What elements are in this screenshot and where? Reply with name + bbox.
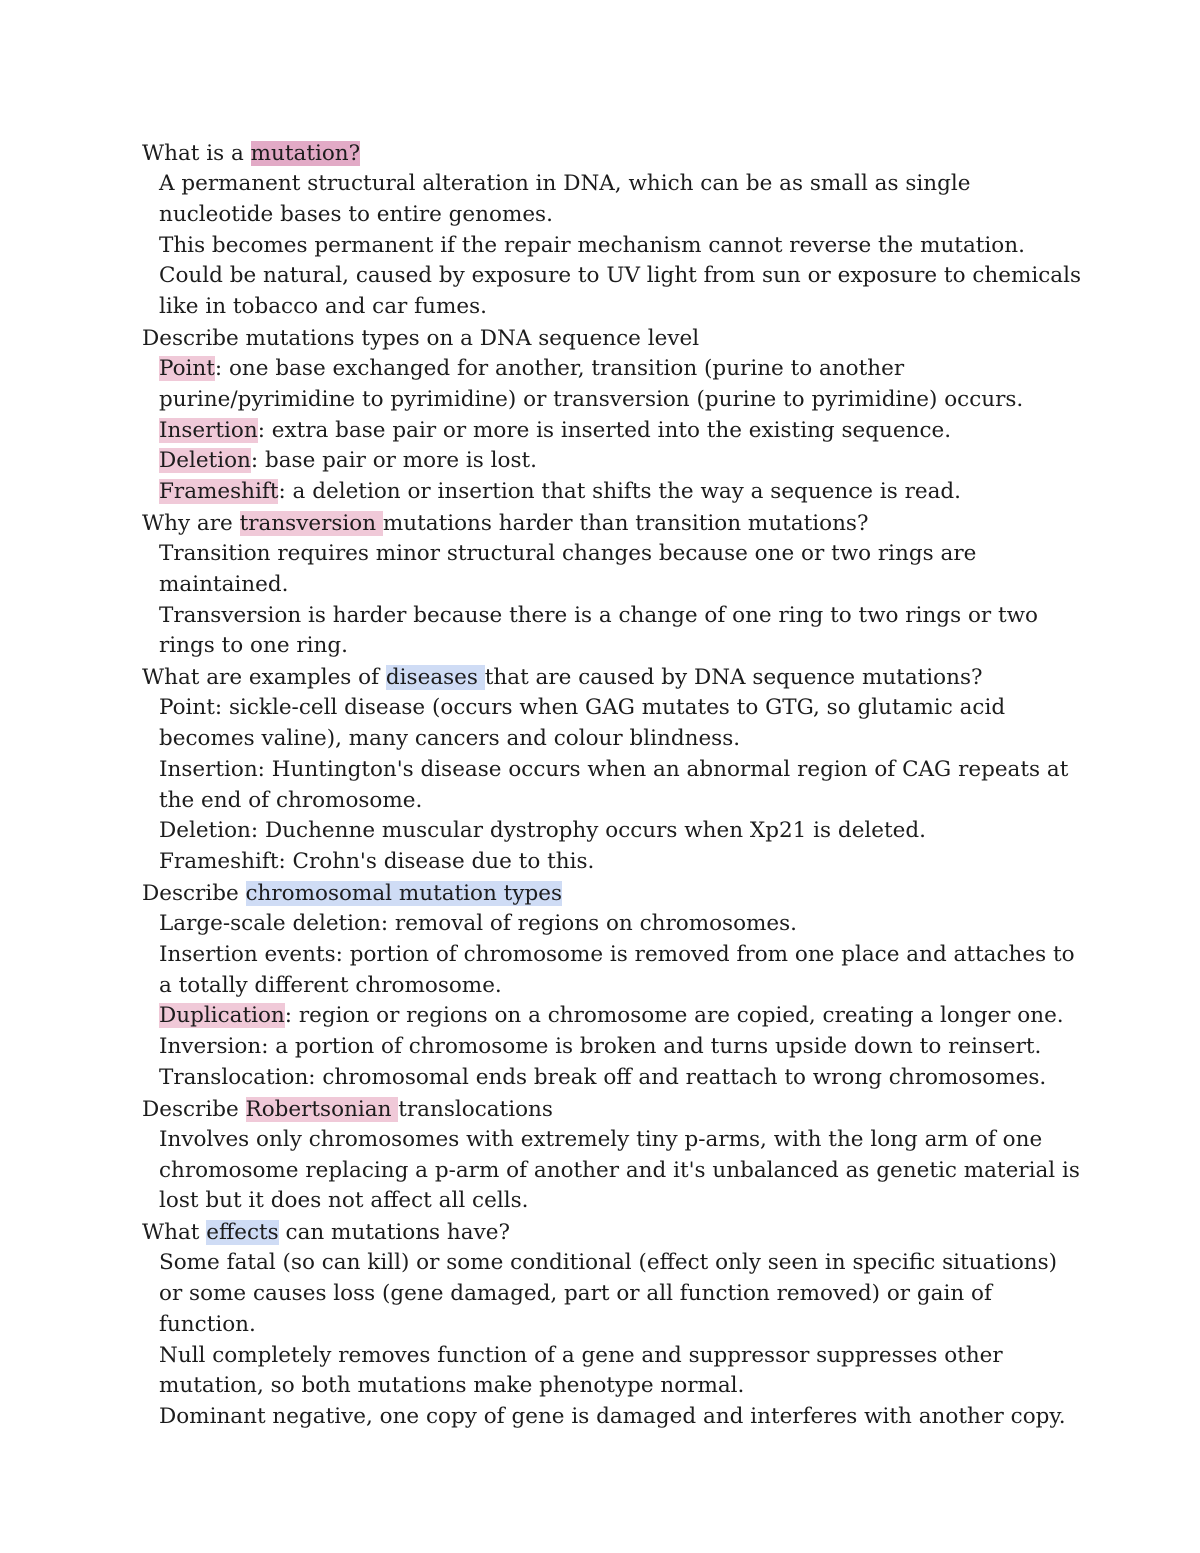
question-mutation	[142, 138, 1082, 169]
question-dna-mutation-types: Describe mutations types on a DNA sequence level	[142, 325, 700, 351]
answer-text: : a deletion or insertion that shifts the way a sequence is read.	[278, 479, 961, 505]
answer-line: Involves only chromosomes with extremely tiny p-arms, with the long arm of one chromosome replacing a p-arm of another and it's unbalanced as genetic material is lost but it does not affect all cells.	[159, 1126, 1080, 1214]
question-text: Why are	[142, 510, 240, 536]
question-text: Describe	[142, 880, 246, 906]
answer-line: Transversion is harder because there is a change of one ring to two rings or two rings to one ring.	[159, 602, 1038, 659]
notes-document	[142, 138, 1082, 1433]
answer-text: : region or regions on a chromosome are copied, creating a longer one.	[284, 1003, 1064, 1029]
highlighted-term: Deletion	[159, 448, 251, 474]
answer-line: Deletion: Duchenne muscular dystrophy occurs when Xp21 is deleted.	[159, 818, 926, 844]
answer-line: Dominant negative, one copy of gene is damaged and interferes with another copy.	[159, 1404, 1066, 1430]
question-text: What	[142, 1220, 207, 1246]
answer-text: : extra base pair or more is inserted into the existing sequence.	[257, 417, 952, 443]
answer-line: A permanent structural alteration in DNA, which can be as small as single nucleotide bases to entire genomes.	[159, 171, 971, 227]
answer-line: Transition requires minor structural changes because one or two rings are maintained.	[159, 540, 977, 597]
highlighted-term: mutation?	[250, 141, 361, 166]
answer-line: Insertion events: portion of chromosome is removed from one place and attaches to a totally different chromosome.	[159, 941, 1075, 998]
answer-line: Inversion: a portion of chromosome is broken and turns upside down to reinsert.	[159, 1034, 1042, 1060]
question-diseases	[142, 662, 1082, 693]
answer-line: Some fatal (so can kill) or some conditional (effect only seen in specific situations) or some causes loss (gene damaged, part or all function removed) or gain of function.	[159, 1250, 1058, 1337]
question-text: What is a	[142, 141, 251, 166]
question-transversion	[142, 508, 1082, 539]
answer-line: Could be natural, caused by exposure to UV light from sun or exposure to chemicals like in tobacco and car fumes.	[159, 263, 1081, 320]
answer-line: Point: sickle-cell disease (occurs when GAG mutates to GTG, so glutamic acid becomes valine), many cancers and colour blindness.	[159, 695, 1006, 751]
highlighted-term: effects	[206, 1220, 279, 1246]
question-text: can mutations have?	[278, 1220, 510, 1246]
answer-line: Large-scale deletion: removal of regions on chromosomes.	[159, 910, 797, 936]
question-text: translocations	[398, 1096, 553, 1122]
highlighted-term: transversion	[239, 510, 383, 536]
question-effects	[142, 1217, 1082, 1248]
highlighted-term: Duplication	[159, 1003, 285, 1029]
question-text: mutations harder than transition mutations?	[382, 510, 869, 536]
answer-line: This becomes permanent if the repair mechanism cannot reverse the mutation.	[159, 232, 1025, 258]
answer-line	[142, 446, 1082, 477]
answer-text: : base pair or more is lost.	[250, 448, 537, 474]
question-robertsonian	[142, 1094, 1082, 1125]
highlighted-term: Insertion	[159, 417, 258, 443]
highlighted-term: chromosomal mutation types	[245, 880, 562, 906]
answer-line	[142, 416, 1082, 447]
answer-line: Null completely removes function of a gene and suppressor suppresses other mutation, so both mutations make phenotype normal.	[159, 1342, 1003, 1399]
answer-line	[142, 1001, 1082, 1032]
question-text: What are examples of	[142, 665, 386, 691]
answer-line: Frameshift: Crohn's disease due to this.	[159, 849, 595, 875]
answer-text: : one base exchanged for another, transition (purine to another purine/pyrimidine to pyrimidine) or transversion (purine to pyrimidine) occurs.	[159, 355, 1024, 412]
answer-line: Translocation: chromosomal ends break off and reattach to wrong chromosomes.	[159, 1064, 1047, 1090]
answer-line: Insertion: Huntington's disease occurs when an abnormal region of CAG repeats at the end of chromosome.	[159, 756, 1069, 813]
highlighted-term: Frameshift	[159, 479, 279, 505]
question-chromosomal-types	[142, 878, 1082, 909]
highlighted-term: Point	[159, 355, 215, 381]
highlighted-term: diseases	[385, 665, 485, 691]
highlighted-term: Robertsonian	[245, 1096, 399, 1122]
question-text: Describe	[142, 1096, 246, 1122]
answer-line	[142, 354, 1082, 416]
answer-line	[142, 477, 1082, 508]
question-text: that are caused by DNA sequence mutations?	[484, 665, 983, 691]
